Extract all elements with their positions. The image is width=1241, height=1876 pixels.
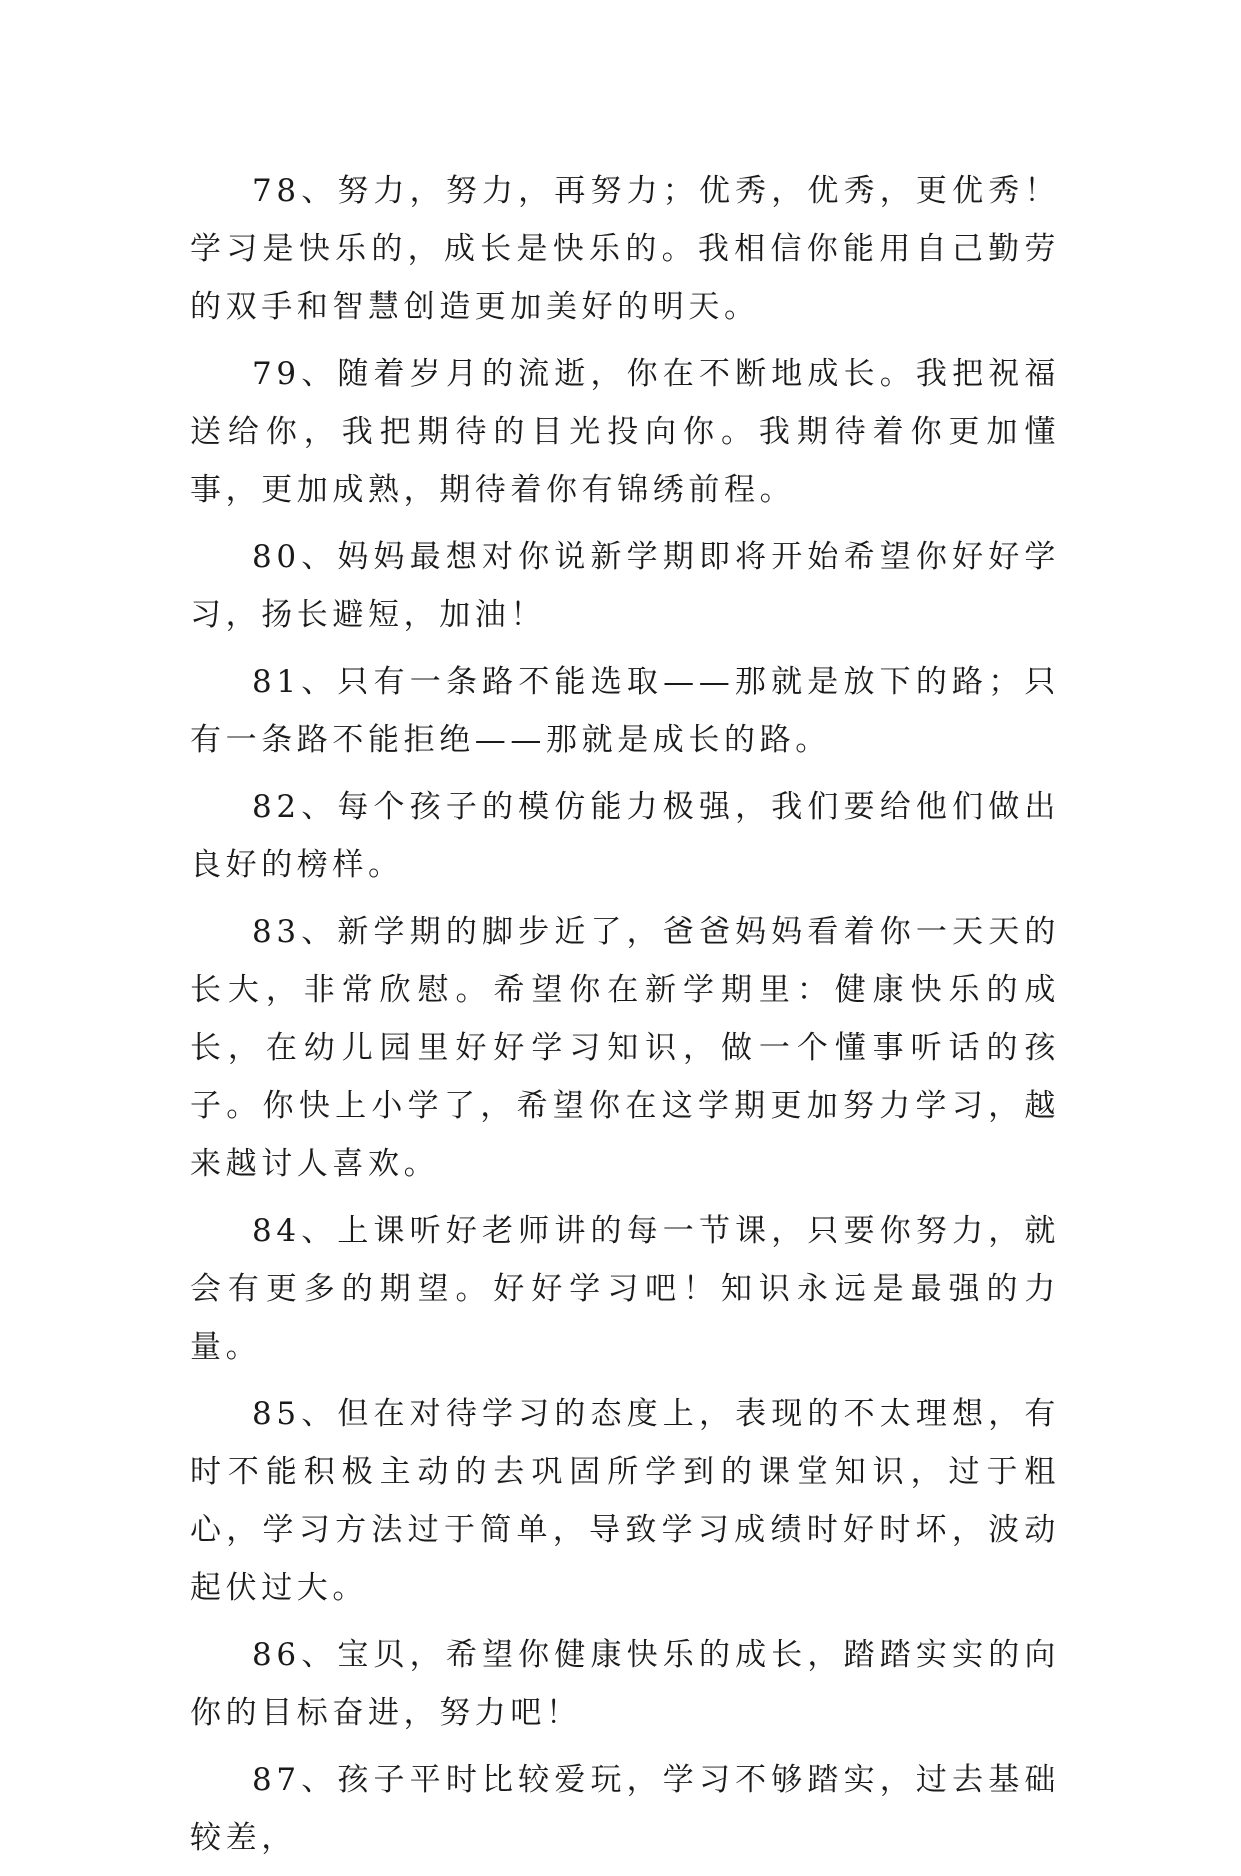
paragraph-87: 87、孩子平时比较爱玩，学习不够踏实，过去基础较差， — [190, 1762, 1060, 1856]
paragraph-82: 82、每个孩子的模仿能力极强，我们要给他们做出良好的榜样。 — [190, 789, 1060, 883]
document-body — [190, 162, 1060, 1876]
paragraph-79: 79、随着岁月的流逝，你在不断地成长。我把祝福送给你，我把期待的目光投向你。我期待着你更加懂事，更加成熟，期待着你有锦绣前程。 — [190, 356, 1060, 508]
paragraph-84: 84、上课听好老师讲的每一节课，只要你努力，就会有更多的期望。好好学习吧！知识永远是最强的力量。 — [190, 1213, 1060, 1365]
paragraph-80: 80、妈妈最想对你说新学期即将开始希望你好好学习，扬长避短，加油！ — [190, 539, 1060, 633]
paragraph-85: 85、但在对待学习的态度上，表现的不太理想，有时不能积极主动的去巩固所学到的课堂知识，过于粗心，学习方法过于简单，导致学习成绩时好时坏，波动起伏过大。 — [190, 1396, 1060, 1606]
paragraph-83: 83、新学期的脚步近了，爸爸妈妈看着你一天天的长大，非常欣慰。希望你在新学期里：健康快乐的成长，在幼儿园里好好学习知识，做一个懂事听话的孩子。你快上小学了，希望你在这学期更加努力学习，越来越讨人喜欢。 — [190, 914, 1060, 1182]
paragraph-78: 78、努力，努力，再努力；优秀，优秀，更优秀！学习是快乐的，成长是快乐的。我相信你能用自己勤劳的双手和智慧创造更加美好的明天。 — [190, 173, 1060, 325]
paragraph-81: 81、只有一条路不能选取——那就是放下的路；只有一条路不能拒绝——那就是成长的路。 — [190, 664, 1060, 758]
paragraph-86: 86、宝贝，希望你健康快乐的成长，踏踏实实的向你的目标奋进，努力吧！ — [190, 1637, 1060, 1731]
